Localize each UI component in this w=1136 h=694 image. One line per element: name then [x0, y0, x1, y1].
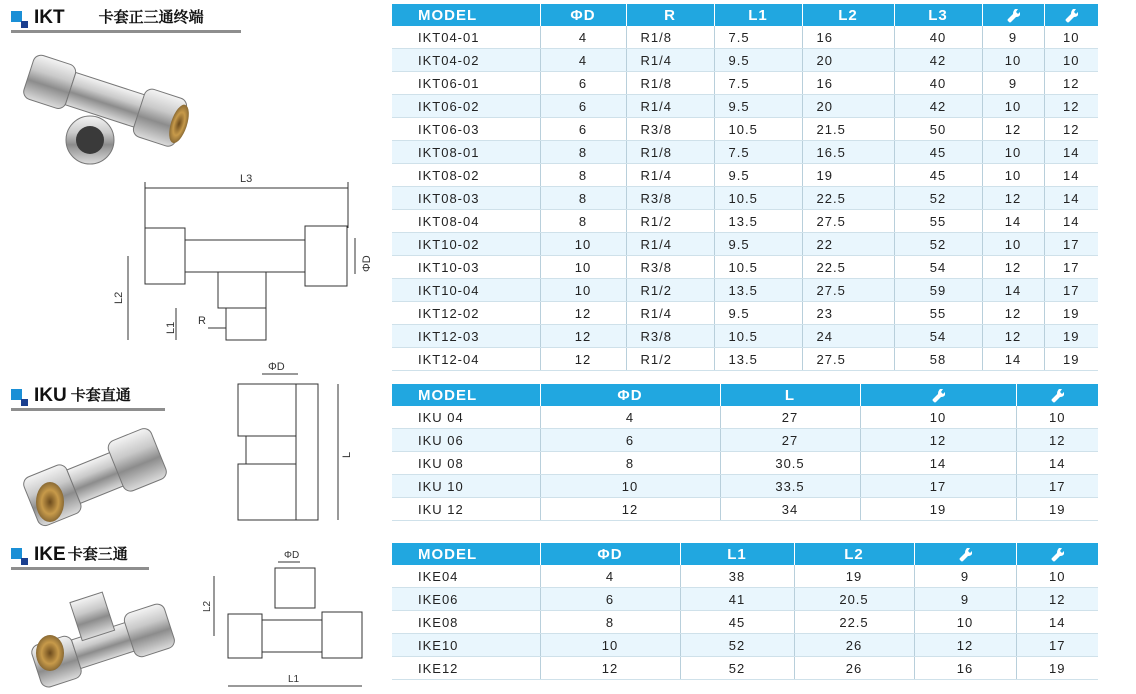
table-row — [392, 452, 1098, 475]
cell-value: 24 — [802, 325, 894, 348]
table-header-row — [392, 4, 1098, 26]
cell-value: 20 — [802, 95, 894, 118]
section-header-iku — [11, 386, 131, 406]
col-header-d: ΦD — [540, 4, 626, 26]
cell-value: 33.5 — [720, 475, 860, 498]
cell-value: 10 — [914, 611, 1016, 634]
cell-value: 16 — [802, 26, 894, 49]
cell-value: 54 — [894, 325, 982, 348]
table-row — [392, 95, 1098, 118]
table-row — [392, 634, 1098, 657]
cell-model: IKU 06 — [392, 429, 540, 452]
cell-value: 59 — [894, 279, 982, 302]
cell-value: 10.5 — [714, 256, 802, 279]
cell-value: 12 — [1016, 429, 1098, 452]
cell-model: IKE10 — [392, 634, 540, 657]
wrench-icon — [930, 388, 946, 404]
cell-value: 9.5 — [714, 49, 802, 72]
cell-value: 10.5 — [714, 118, 802, 141]
cell-value: 12 — [982, 187, 1044, 210]
cell-value: 6 — [540, 429, 720, 452]
cell-value: 4 — [540, 406, 720, 429]
cell-value: 9.5 — [714, 164, 802, 187]
cell-value: 27.5 — [802, 210, 894, 233]
cell-value: 45 — [894, 141, 982, 164]
cell-model: IKT10-03 — [392, 256, 540, 279]
dim-label-d: ΦD — [268, 361, 285, 373]
dim-label-d: ΦD — [284, 550, 300, 561]
dim-label-d: ΦD — [361, 255, 373, 272]
cell-value: 12 — [1044, 72, 1098, 95]
section-logo-icon — [11, 548, 28, 565]
dim-label-r: R — [198, 315, 206, 327]
cell-value: 10 — [540, 634, 680, 657]
cell-value: 26 — [794, 657, 914, 680]
cell-value: 40 — [894, 72, 982, 95]
col-header-l1: L1 — [680, 543, 794, 565]
cell-value: 14 — [1016, 452, 1098, 475]
product-photo-ike — [20, 585, 180, 690]
cell-value: 41 — [680, 588, 794, 611]
cell-value: 9.5 — [714, 302, 802, 325]
cell-value: 14 — [1044, 141, 1098, 164]
cell-value: 45 — [680, 611, 794, 634]
table-row — [392, 348, 1098, 371]
cell-value: 14 — [982, 210, 1044, 233]
col-header-model: MODEL — [392, 543, 540, 565]
cell-value: 12 — [860, 429, 1016, 452]
spec-table-iku — [392, 384, 1098, 521]
cell-model: IKU 12 — [392, 498, 540, 521]
cell-value: 10 — [540, 233, 626, 256]
col-header-wrench-2 — [1044, 4, 1098, 26]
cell-model: IKT08-02 — [392, 164, 540, 187]
section-logo-icon — [11, 11, 28, 28]
cell-value: R1/2 — [626, 210, 714, 233]
cell-value: 27 — [720, 429, 860, 452]
cell-model: IKT10-02 — [392, 233, 540, 256]
section-name: 卡套正三通终端 — [98, 9, 204, 26]
cell-value: 6 — [540, 118, 626, 141]
spec-table-ike — [392, 543, 1098, 680]
cell-value: 14 — [982, 348, 1044, 371]
cell-value: 10 — [860, 406, 1016, 429]
cell-value: 27.5 — [802, 279, 894, 302]
wrench-icon — [957, 547, 973, 563]
table-row — [392, 429, 1098, 452]
cell-value: 19 — [802, 164, 894, 187]
section-header-ike — [11, 545, 128, 565]
cell-value: 27.5 — [802, 348, 894, 371]
cell-value: 13.5 — [714, 210, 802, 233]
cell-value: 14 — [860, 452, 1016, 475]
cell-value: 12 — [540, 325, 626, 348]
section-logo-icon — [11, 389, 28, 406]
section-name: 卡套三通 — [67, 546, 128, 563]
cell-value: 12 — [914, 634, 1016, 657]
cell-value: 17 — [1016, 475, 1098, 498]
cell-value: 9.5 — [714, 95, 802, 118]
cell-value: 10 — [1044, 26, 1098, 49]
cell-value: 19 — [1044, 348, 1098, 371]
section-model: IKT — [34, 7, 65, 28]
cell-value: 9 — [914, 565, 1016, 588]
cell-value: 12 — [540, 302, 626, 325]
cell-value: 7.5 — [714, 141, 802, 164]
cell-model: IKT12-03 — [392, 325, 540, 348]
table-row — [392, 657, 1098, 680]
cell-value: 30.5 — [720, 452, 860, 475]
cell-value: 12 — [982, 302, 1044, 325]
cell-value: R1/4 — [626, 164, 714, 187]
col-header-d: ΦD — [540, 384, 720, 406]
cell-value: 9 — [982, 26, 1044, 49]
cell-value: R1/8 — [626, 141, 714, 164]
dim-label-l2: L2 — [202, 600, 213, 612]
cell-model: IKT06-02 — [392, 95, 540, 118]
cell-value: 13.5 — [714, 348, 802, 371]
cell-value: R1/4 — [626, 49, 714, 72]
cell-value: R1/4 — [626, 95, 714, 118]
product-photo-iku — [20, 422, 170, 534]
cell-value: R1/2 — [626, 279, 714, 302]
cell-value: 22.5 — [794, 611, 914, 634]
cell-value: 38 — [680, 565, 794, 588]
table-row — [392, 325, 1098, 348]
cell-value: 17 — [1044, 233, 1098, 256]
cell-value: 10.5 — [714, 187, 802, 210]
col-header-d: ΦD — [540, 543, 680, 565]
cell-value: 10 — [982, 233, 1044, 256]
cell-value: 50 — [894, 118, 982, 141]
cell-value: 21.5 — [802, 118, 894, 141]
cell-value: 9 — [982, 72, 1044, 95]
col-header-l3: L3 — [894, 4, 982, 26]
cell-model: IKT12-02 — [392, 302, 540, 325]
cell-value: 12 — [540, 348, 626, 371]
table-row — [392, 141, 1098, 164]
cell-value: 27 — [720, 406, 860, 429]
drawing-ike — [200, 546, 370, 692]
cell-value: R3/8 — [626, 118, 714, 141]
cell-value: 55 — [894, 302, 982, 325]
cell-value: 12 — [982, 325, 1044, 348]
cell-model: IKE08 — [392, 611, 540, 634]
cell-value: 42 — [894, 95, 982, 118]
cell-value: 6 — [540, 95, 626, 118]
cell-value: 14 — [1044, 187, 1098, 210]
table-row — [392, 164, 1098, 187]
cell-value: 14 — [982, 279, 1044, 302]
cell-value: 17 — [860, 475, 1016, 498]
table-row — [392, 475, 1098, 498]
col-header-r: R — [626, 4, 714, 26]
cell-value: 10 — [982, 164, 1044, 187]
section-model: IKU — [34, 385, 67, 406]
cell-value: 10 — [982, 49, 1044, 72]
cell-value: 17 — [1044, 279, 1098, 302]
cell-value: 22.5 — [802, 187, 894, 210]
cell-model: IKT04-01 — [392, 26, 540, 49]
cell-value: 10 — [540, 279, 626, 302]
cell-value: 20.5 — [794, 588, 914, 611]
cell-value: 45 — [894, 164, 982, 187]
cell-value: R3/8 — [626, 325, 714, 348]
table-row — [392, 118, 1098, 141]
cell-value: 12 — [1016, 588, 1098, 611]
table-row — [392, 210, 1098, 233]
cell-value: 19 — [1044, 325, 1098, 348]
section-model: IKE — [34, 544, 66, 565]
cell-value: 7.5 — [714, 26, 802, 49]
col-header-l2: L2 — [802, 4, 894, 26]
col-header-wrench-2 — [1016, 543, 1098, 565]
table-row — [392, 72, 1098, 95]
cell-value: 58 — [894, 348, 982, 371]
cell-value: 13.5 — [714, 279, 802, 302]
cell-value: 12 — [982, 256, 1044, 279]
cell-value: 6 — [540, 72, 626, 95]
col-header-model: MODEL — [392, 384, 540, 406]
cell-value: 22 — [802, 233, 894, 256]
cell-model: IKE04 — [392, 565, 540, 588]
col-header-l: L — [720, 384, 860, 406]
cell-value: R3/8 — [626, 256, 714, 279]
cell-value: R1/2 — [626, 348, 714, 371]
cell-value: 8 — [540, 611, 680, 634]
cell-value: 10 — [982, 95, 1044, 118]
cell-value: 42 — [894, 49, 982, 72]
cell-value: 7.5 — [714, 72, 802, 95]
cell-value: 16 — [802, 72, 894, 95]
dim-label-l1: L1 — [165, 321, 177, 334]
cell-value: 26 — [794, 634, 914, 657]
drawing-iku — [198, 358, 358, 528]
cell-value: 12 — [1044, 95, 1098, 118]
cell-model: IKE12 — [392, 657, 540, 680]
cell-value: 17 — [1016, 634, 1098, 657]
cell-model: IKT12-04 — [392, 348, 540, 371]
cell-value: 55 — [894, 210, 982, 233]
cell-value: 23 — [802, 302, 894, 325]
cell-value: 52 — [680, 657, 794, 680]
wrench-icon — [1005, 8, 1021, 24]
cell-value: 19 — [1016, 657, 1098, 680]
cell-value: 22.5 — [802, 256, 894, 279]
cell-value: 12 — [982, 118, 1044, 141]
cell-value: 4 — [540, 26, 626, 49]
wrench-icon — [1049, 388, 1065, 404]
cell-value: R1/8 — [626, 72, 714, 95]
cell-value: 17 — [1044, 256, 1098, 279]
cell-value: 19 — [1044, 302, 1098, 325]
table-row — [392, 406, 1098, 429]
cell-value: R3/8 — [626, 187, 714, 210]
dim-label-l3: L3 — [240, 173, 253, 185]
cell-value: 52 — [680, 634, 794, 657]
cell-value: 19 — [1016, 498, 1098, 521]
cell-value: 10 — [540, 475, 720, 498]
cell-value: 12 — [540, 657, 680, 680]
cell-value: 4 — [540, 565, 680, 588]
cell-value: 6 — [540, 588, 680, 611]
table-row — [392, 233, 1098, 256]
cell-value: 10 — [1016, 565, 1098, 588]
cell-value: 40 — [894, 26, 982, 49]
table-row — [392, 49, 1098, 72]
table-row — [392, 279, 1098, 302]
table-row — [392, 256, 1098, 279]
cell-value: 12 — [1044, 118, 1098, 141]
drawing-ikt — [108, 168, 378, 353]
cell-model: IKT08-01 — [392, 141, 540, 164]
cell-model: IKT06-03 — [392, 118, 540, 141]
cell-value: 9.5 — [714, 233, 802, 256]
cell-value: 20 — [802, 49, 894, 72]
dim-label-l2: L2 — [113, 291, 125, 304]
cell-model: IKE06 — [392, 588, 540, 611]
cell-value: 14 — [1044, 164, 1098, 187]
cell-value: R1/4 — [626, 302, 714, 325]
table-row — [392, 187, 1098, 210]
cell-model: IKT04-02 — [392, 49, 540, 72]
cell-value: 8 — [540, 164, 626, 187]
col-header-model: MODEL — [392, 4, 540, 26]
product-photo-ikt — [10, 42, 195, 172]
table-row — [392, 565, 1098, 588]
section-underline — [11, 567, 149, 570]
cell-value: 9 — [914, 588, 1016, 611]
col-header-wrench-1 — [914, 543, 1016, 565]
section-header-ikt — [11, 8, 204, 28]
table-row — [392, 26, 1098, 49]
cell-value: 8 — [540, 187, 626, 210]
cell-value: 54 — [894, 256, 982, 279]
table-row — [392, 588, 1098, 611]
section-underline — [11, 408, 165, 411]
cell-value: 19 — [794, 565, 914, 588]
cell-value: 8 — [540, 141, 626, 164]
col-header-l1: L1 — [714, 4, 802, 26]
col-header-l2: L2 — [794, 543, 914, 565]
table-header-row — [392, 543, 1098, 565]
cell-value: 16.5 — [802, 141, 894, 164]
cell-value: 14 — [1044, 210, 1098, 233]
section-name: 卡套直通 — [70, 387, 131, 404]
cell-value: 34 — [720, 498, 860, 521]
table-row — [392, 498, 1098, 521]
cell-value: 4 — [540, 49, 626, 72]
spec-table-ikt — [392, 4, 1098, 371]
dim-label-l: L — [341, 451, 353, 458]
col-header-wrench-1 — [982, 4, 1044, 26]
cell-value: 12 — [540, 498, 720, 521]
section-underline — [11, 30, 241, 33]
cell-value: 10 — [540, 256, 626, 279]
cell-model: IKT08-03 — [392, 187, 540, 210]
cell-value: R1/4 — [626, 233, 714, 256]
wrench-icon — [1063, 8, 1079, 24]
cell-value: 10 — [1016, 406, 1098, 429]
cell-value: 10.5 — [714, 325, 802, 348]
cell-model: IKT08-04 — [392, 210, 540, 233]
table-header-row — [392, 384, 1098, 406]
table-row — [392, 302, 1098, 325]
cell-value: 8 — [540, 210, 626, 233]
col-header-wrench-2 — [1016, 384, 1098, 406]
col-header-wrench-1 — [860, 384, 1016, 406]
cell-value: 8 — [540, 452, 720, 475]
dim-label-l1: L1 — [288, 674, 300, 685]
cell-model: IKU 04 — [392, 406, 540, 429]
cell-value: 10 — [982, 141, 1044, 164]
cell-model: IKT10-04 — [392, 279, 540, 302]
cell-value: 10 — [1044, 49, 1098, 72]
cell-value: 14 — [1016, 611, 1098, 634]
cell-model: IKU 08 — [392, 452, 540, 475]
cell-value: 19 — [860, 498, 1016, 521]
cell-model: IKU 10 — [392, 475, 540, 498]
wrench-icon — [1049, 547, 1065, 563]
table-row — [392, 611, 1098, 634]
cell-value: 52 — [894, 233, 982, 256]
cell-value: 52 — [894, 187, 982, 210]
cell-model: IKT06-01 — [392, 72, 540, 95]
cell-value: 16 — [914, 657, 1016, 680]
cell-value: R1/8 — [626, 26, 714, 49]
